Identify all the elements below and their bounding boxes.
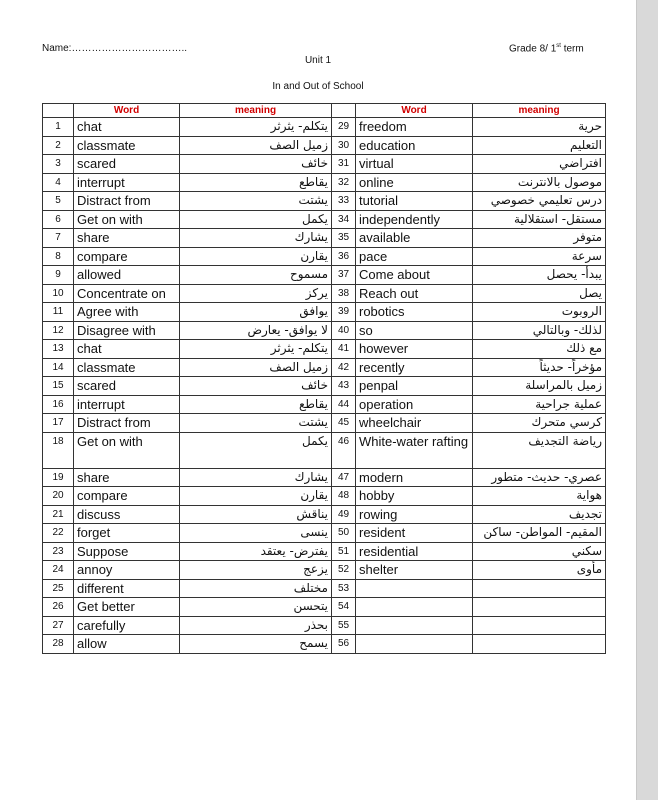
word-cell: residential (356, 542, 473, 561)
table-row (43, 321, 606, 340)
row-number: 39 (332, 303, 356, 322)
word-cell: Agree with (74, 303, 180, 322)
meaning-cell: يصل (473, 284, 606, 303)
meaning-cell: خائف (180, 377, 332, 396)
meaning-cell: حرية (473, 118, 606, 137)
meaning-cell: التعليم (473, 136, 606, 155)
meaning-cell: زميل الصف (180, 136, 332, 155)
vocabulary-table (42, 103, 606, 654)
row-number: 45 (332, 414, 356, 433)
row-number: 27 (43, 616, 74, 635)
row-number: 25 (43, 579, 74, 598)
row-number: 36 (332, 247, 356, 266)
meaning-cell: هواية (473, 487, 606, 506)
word-cell: wheelchair (356, 414, 473, 433)
table-row (43, 266, 606, 285)
row-number: 2 (43, 136, 74, 155)
col-header-num-2 (332, 104, 356, 118)
word-cell: scared (74, 377, 180, 396)
col-header-word-2: Word (356, 104, 473, 118)
meaning-cell: لذلك- وبالتالي (473, 321, 606, 340)
table-row (43, 579, 606, 598)
page-title: In and Out of School (272, 81, 364, 92)
meaning-cell: رياضة التجديف (473, 432, 606, 468)
grade-text: Grade 8/ 1 (509, 43, 557, 55)
row-number: 40 (332, 321, 356, 340)
word-cell: recently (356, 358, 473, 377)
row-number: 55 (332, 616, 356, 635)
word-cell: tutorial (356, 192, 473, 211)
word-cell: Distract from (74, 192, 180, 211)
meaning-cell: لا يوافق- يعارض (180, 321, 332, 340)
row-number: 1 (43, 118, 74, 137)
meaning-cell: كرسي متحرك (473, 414, 606, 433)
meaning-cell: يشارك (180, 468, 332, 487)
row-number: 54 (332, 598, 356, 617)
word-cell: Reach out (356, 284, 473, 303)
unit-title: Unit 1 (304, 55, 332, 66)
row-number: 10 (43, 284, 74, 303)
meaning-cell: يتكلم- يثرثر (180, 340, 332, 359)
meaning-cell: يشتت (180, 192, 332, 211)
row-number: 31 (332, 155, 356, 174)
meaning-cell: يفترض- يعتقد (180, 542, 332, 561)
word-cell (356, 598, 473, 617)
table-row (43, 192, 606, 211)
table-row (43, 635, 606, 654)
meaning-cell: يبدأ- يحصل (473, 266, 606, 285)
word-cell: share (74, 468, 180, 487)
row-number: 15 (43, 377, 74, 396)
meaning-cell: مأوى (473, 561, 606, 580)
row-number: 56 (332, 635, 356, 654)
word-cell: so (356, 321, 473, 340)
col-header-word-1: Word (74, 104, 180, 118)
table-row (43, 616, 606, 635)
meaning-cell: يكمل (180, 432, 332, 468)
row-number: 29 (332, 118, 356, 137)
word-cell: independently (356, 210, 473, 229)
col-header-meaning-2: meaning (473, 104, 606, 118)
meaning-cell: زميل بالمراسلة (473, 377, 606, 396)
table-row (43, 377, 606, 396)
word-cell: interrupt (74, 395, 180, 414)
row-number: 34 (332, 210, 356, 229)
meaning-cell: مستقل- استقلالية (473, 210, 606, 229)
table-row (43, 136, 606, 155)
meaning-cell: يوافق (180, 303, 332, 322)
word-cell: compare (74, 247, 180, 266)
meaning-cell: يقاطع (180, 395, 332, 414)
table-body (43, 118, 606, 654)
word-cell: freedom (356, 118, 473, 137)
row-number: 18 (43, 432, 74, 468)
table-header-row (43, 104, 606, 118)
word-cell: classmate (74, 358, 180, 377)
meaning-cell: يركز (180, 284, 332, 303)
word-cell: hobby (356, 487, 473, 506)
meaning-cell: يقارن (180, 487, 332, 506)
meaning-cell: متوفر (473, 229, 606, 248)
table-row (43, 524, 606, 543)
meaning-cell: عصري- حديث- متطور (473, 468, 606, 487)
word-cell: Disagree with (74, 321, 180, 340)
table-row (43, 505, 606, 524)
row-number: 6 (43, 210, 74, 229)
meaning-cell: يشارك (180, 229, 332, 248)
row-number: 51 (332, 542, 356, 561)
table-row (43, 598, 606, 617)
meaning-cell: بحذر (180, 616, 332, 635)
meaning-cell: درس تعليمي خصوصي (473, 192, 606, 211)
row-number: 52 (332, 561, 356, 580)
meaning-cell: يشتت (180, 414, 332, 433)
row-number: 21 (43, 505, 74, 524)
row-number: 37 (332, 266, 356, 285)
table-row (43, 487, 606, 506)
row-number: 22 (43, 524, 74, 543)
meaning-cell: مسموح (180, 266, 332, 285)
row-number: 26 (43, 598, 74, 617)
table-row (43, 303, 606, 322)
meaning-cell: يتحسن (180, 598, 332, 617)
word-cell: available (356, 229, 473, 248)
table-row (43, 340, 606, 359)
table-row (43, 284, 606, 303)
row-number: 44 (332, 395, 356, 414)
table-row (43, 155, 606, 174)
grade-term: term (560, 43, 584, 55)
meaning-cell: يتكلم- يثرثر (180, 118, 332, 137)
row-number: 9 (43, 266, 74, 285)
row-number: 43 (332, 377, 356, 396)
meaning-cell: موصول بالانترنت (473, 173, 606, 192)
row-number: 47 (332, 468, 356, 487)
meaning-cell: يكمل (180, 210, 332, 229)
word-cell: annoy (74, 561, 180, 580)
row-number: 14 (43, 358, 74, 377)
word-cell: allow (74, 635, 180, 654)
word-cell: chat (74, 118, 180, 137)
word-cell: forget (74, 524, 180, 543)
row-number: 49 (332, 505, 356, 524)
meaning-cell: يقارن (180, 247, 332, 266)
meaning-cell (473, 598, 606, 617)
col-header-num-1 (43, 104, 74, 118)
row-number: 30 (332, 136, 356, 155)
word-cell: scared (74, 155, 180, 174)
word-cell: resident (356, 524, 473, 543)
word-cell: Get on with (74, 432, 180, 468)
row-number: 35 (332, 229, 356, 248)
name-label: Name:…………………………….. (42, 43, 188, 54)
table-row (43, 414, 606, 433)
meaning-cell (473, 635, 606, 654)
word-cell: virtual (356, 155, 473, 174)
word-cell: compare (74, 487, 180, 506)
word-cell: interrupt (74, 173, 180, 192)
row-number: 19 (43, 468, 74, 487)
row-number: 24 (43, 561, 74, 580)
word-cell: rowing (356, 505, 473, 524)
meaning-cell: يناقش (180, 505, 332, 524)
row-number: 42 (332, 358, 356, 377)
col-header-meaning-1: meaning (180, 104, 332, 118)
word-cell: White-water rafting (356, 432, 473, 468)
grade-label (509, 43, 584, 54)
word-cell: robotics (356, 303, 473, 322)
word-cell: shelter (356, 561, 473, 580)
table-row (43, 118, 606, 137)
word-cell: Get better (74, 598, 180, 617)
word-cell: however (356, 340, 473, 359)
meaning-cell: يسمح (180, 635, 332, 654)
row-number: 53 (332, 579, 356, 598)
word-cell: classmate (74, 136, 180, 155)
word-cell: share (74, 229, 180, 248)
row-number: 12 (43, 321, 74, 340)
row-number: 11 (43, 303, 74, 322)
word-cell: discuss (74, 505, 180, 524)
row-number: 38 (332, 284, 356, 303)
table-row (43, 542, 606, 561)
meaning-cell: الروبوت (473, 303, 606, 322)
word-cell: Concentrate on (74, 284, 180, 303)
word-cell (356, 635, 473, 654)
word-cell (356, 579, 473, 598)
row-number: 23 (43, 542, 74, 561)
word-cell: Get on with (74, 210, 180, 229)
word-cell: modern (356, 468, 473, 487)
row-number: 32 (332, 173, 356, 192)
meaning-cell (473, 616, 606, 635)
row-number: 48 (332, 487, 356, 506)
word-cell: pace (356, 247, 473, 266)
table-row (43, 229, 606, 248)
row-number: 4 (43, 173, 74, 192)
meaning-cell: زميل الصف (180, 358, 332, 377)
word-cell: carefully (74, 616, 180, 635)
meaning-cell: سكني (473, 542, 606, 561)
row-number: 50 (332, 524, 356, 543)
word-cell: Distract from (74, 414, 180, 433)
table-row (43, 210, 606, 229)
table-row (43, 468, 606, 487)
grade-ordinal: st (556, 43, 561, 49)
table-row (43, 395, 606, 414)
meaning-cell: افتراضي (473, 155, 606, 174)
word-cell: operation (356, 395, 473, 414)
table-row (43, 432, 606, 468)
row-number: 28 (43, 635, 74, 654)
row-number: 8 (43, 247, 74, 266)
meaning-cell: المقيم- المواطن- ساكن (473, 524, 606, 543)
table-row (43, 358, 606, 377)
word-cell: education (356, 136, 473, 155)
table-row (43, 247, 606, 266)
row-number: 33 (332, 192, 356, 211)
meaning-cell (473, 579, 606, 598)
word-cell: online (356, 173, 473, 192)
row-number: 3 (43, 155, 74, 174)
row-number: 20 (43, 487, 74, 506)
meaning-cell: عملية جراحية (473, 395, 606, 414)
meaning-cell: مؤخراً- حديثاً (473, 358, 606, 377)
meaning-cell: يزعج (180, 561, 332, 580)
word-cell: penpal (356, 377, 473, 396)
meaning-cell: يقاطع (180, 173, 332, 192)
row-number: 16 (43, 395, 74, 414)
meaning-cell: خائف (180, 155, 332, 174)
row-number: 7 (43, 229, 74, 248)
row-number: 13 (43, 340, 74, 359)
meaning-cell: تجديف (473, 505, 606, 524)
table-row (43, 561, 606, 580)
row-number: 41 (332, 340, 356, 359)
meaning-cell: مختلف (180, 579, 332, 598)
meaning-cell: ينسى (180, 524, 332, 543)
word-cell: Come about (356, 266, 473, 285)
row-number: 5 (43, 192, 74, 211)
word-cell: Suppose (74, 542, 180, 561)
meaning-cell: مع ذلك (473, 340, 606, 359)
word-cell (356, 616, 473, 635)
meaning-cell: سرعة (473, 247, 606, 266)
word-cell: chat (74, 340, 180, 359)
word-cell: allowed (74, 266, 180, 285)
table-row (43, 173, 606, 192)
word-cell: different (74, 579, 180, 598)
row-number: 46 (332, 432, 356, 468)
row-number: 17 (43, 414, 74, 433)
